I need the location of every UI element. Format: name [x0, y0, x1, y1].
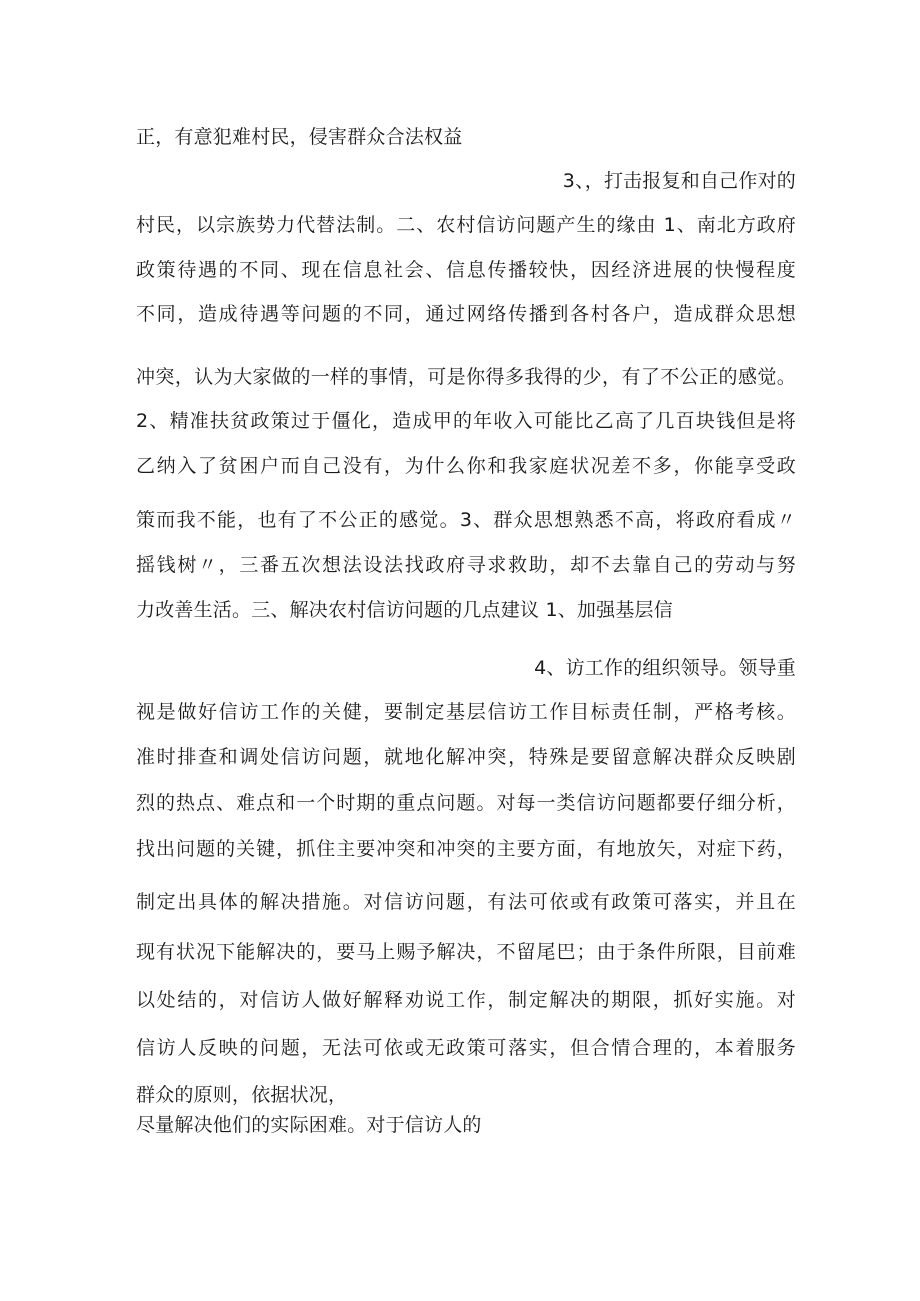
text-line-7: 2、精准扶贫政策过于僵化，造成甲的年收入可能比乙高了几百块钱但是将: [136, 410, 796, 432]
text-line-16: 找出问题的关键，抓住主要冲突和冲突的主要方面，有地放矢，对症下药，: [136, 838, 796, 860]
text-line-20: 信访人反映的问题，无法可依或无政策可落实，但合情合理的，本着服务: [136, 1037, 796, 1059]
text-line-10: 摇钱树〃，三番五次想法设法找政府寻求救助，却不去靠自己的劳动与努: [136, 554, 796, 576]
text-line-1: 正，有意犯难村民，侵害群众合法权益: [136, 126, 463, 148]
text-line-22: 尽量解决他们的实际困难。对于信访人的: [136, 1114, 482, 1136]
text-line-12: 4、访工作的组织领导。领导重: [534, 657, 796, 679]
text-line-6: 冲突，认为大家做的一样的事情，可是你得多我得的少，有了不公正的感觉。: [136, 366, 796, 388]
text-line-14: 准时排查和调处信访问题，就地化解冲突，特殊是要留意解决群众反映剧: [136, 746, 796, 768]
text-line-13: 视是做好信访工作的关健，要制定基层信访工作目标责任制，严格考核。: [136, 701, 796, 723]
text-line-5: 不同，造成待遇等问题的不同，通过网络传播到各村各户，造成群众思想: [136, 303, 796, 325]
text-line-11: 力改善生活。三、解决农村信访问题的几点建议 1、加强基层信: [136, 599, 673, 621]
text-line-4: 政策待遇的不同、现在信息社会、信息传播较快，因经济进展的快慢程度: [136, 259, 796, 281]
text-line-19: 以处结的，对信访人做好解释劝说工作，制定解决的期限，抓好实施。对: [136, 989, 796, 1011]
text-line-8: 乙纳入了贫困户而自己没有，为什么你和我家庭状况差不多，你能享受政: [136, 455, 796, 477]
text-line-17: 制定出具体的解决措施。对信访问题，有法可依或有政策可落实，并且在: [136, 891, 796, 913]
text-line-2: 3、，打击报复和自己作对的: [562, 170, 796, 192]
text-line-21: 群众的原则，依据状况，: [136, 1084, 348, 1106]
text-line-9: 策而我不能，也有了不公正的感觉。3、群众思想熟悉不高，将政府看成〃: [136, 509, 796, 531]
text-line-18: 现有状况下能解决的，要马上赐予解决，不留尾巴；由于条件所限，目前难: [136, 941, 796, 963]
text-line-3: 村民，以宗族势力代替法制。二、农村信访问题产生的缘由 1、南北方政府: [136, 214, 796, 236]
text-line-15: 烈的热点、难点和一个时期的重点问题。对每一类信访问题都要仔细分析，: [136, 792, 796, 814]
